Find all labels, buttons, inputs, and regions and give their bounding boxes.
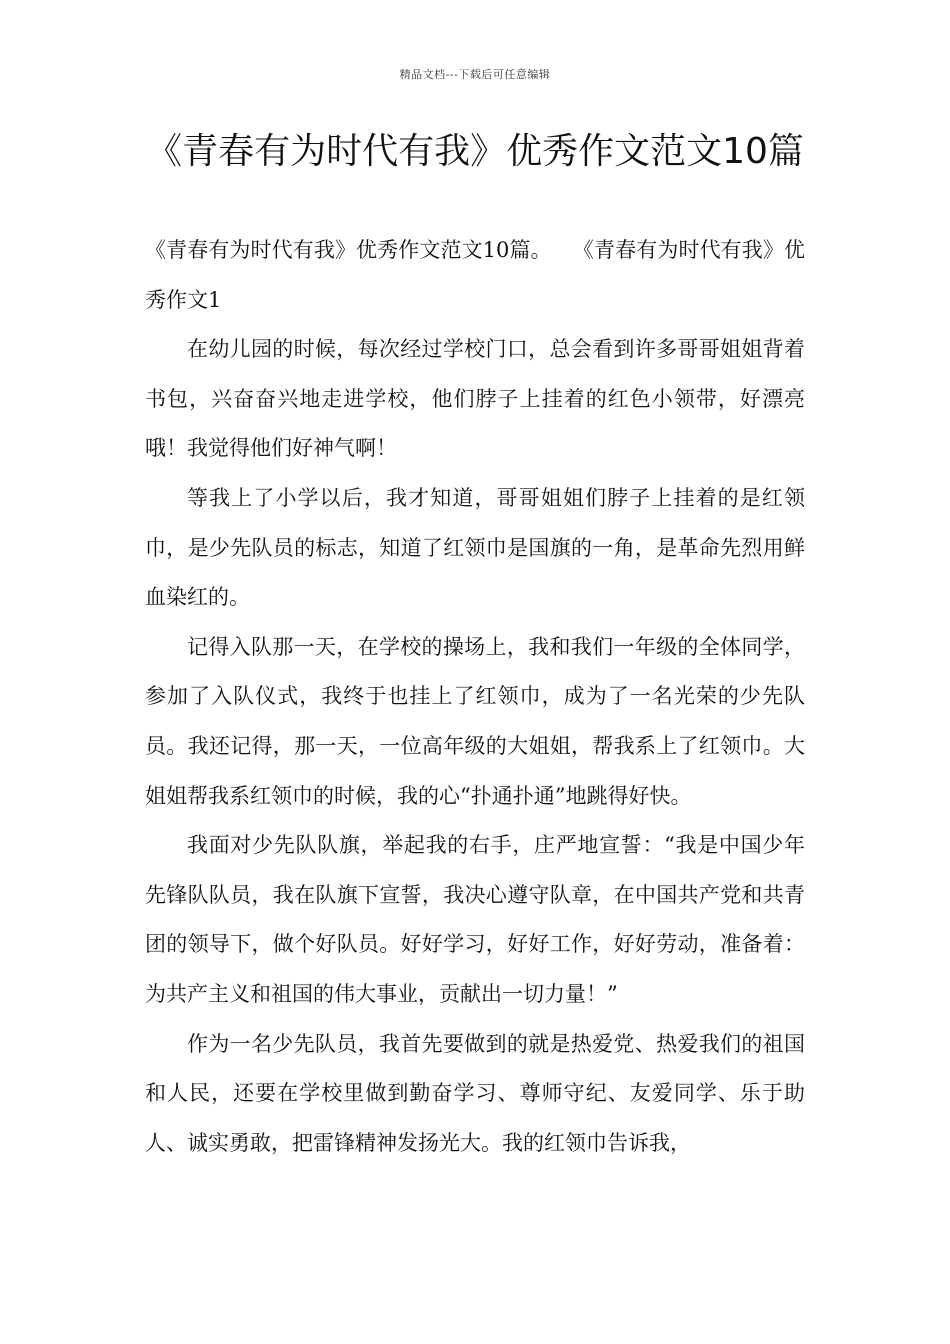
body-paragraph: 等我上了小学以后，我才知道，哥哥姐姐们脖子上挂着的是红领巾，是少先队员的标志，知道了红领巾是国旗的一角，是革命先烈用鲜血染红的。 xyxy=(145,485,805,610)
body-paragraph: 记得入队那一天，在学校的操场上，我和我们一年级的全体同学，参加了入队仪式，我终于也挂上了红领巾，成为了一名光荣的少先队员。我还记得，那一天，一位高年级的大姐姐，帮我系上了红领巾。大姐姐帮我系红领巾的时候，我的心“扑通扑通”地跳得好快。 xyxy=(145,634,805,808)
document-body xyxy=(145,226,805,1168)
body-paragraph: 作为一名少先队员，我首先要做到的就是热爱党、热爱我们的祖国和人民，还要在学校里做到勤奋学习、尊师守纪、友爱同学、乐于助人、诚实勇敢，把雷锋精神发扬光大。我的红领巾告诉我， xyxy=(145,1031,805,1155)
body-paragraph: 在幼儿园的时候，每次经过学校门口，总会看到许多哥哥姐姐背着书包，兴奋奋兴地走进学校，他们脖子上挂着的红色小领带，好漂亮哦！我觉得他们好神气啊！ xyxy=(145,337,805,461)
document-title: 《青春有为时代有我》优秀作文范文10篇 xyxy=(146,131,804,172)
body-paragraph: 我面对少先队队旗，举起我的右手，庄严地宣誓：“我是中国少年先锋队队员，我在队旗下宣誓，我决心遵守队章，在中国共产党和共青团的领导下，做个好队员。好好学习，好好工作，好好劳动，准备着：为共产主义和祖国的伟大事业，贡献出一切力量！” xyxy=(145,833,805,1006)
header-note: 精品文档---下载后可任意编辑 xyxy=(399,68,551,81)
intro-paragraph: 《青春有为时代有我》优秀作文范文10篇。 《青春有为时代有我》优秀作文1 xyxy=(145,238,805,312)
